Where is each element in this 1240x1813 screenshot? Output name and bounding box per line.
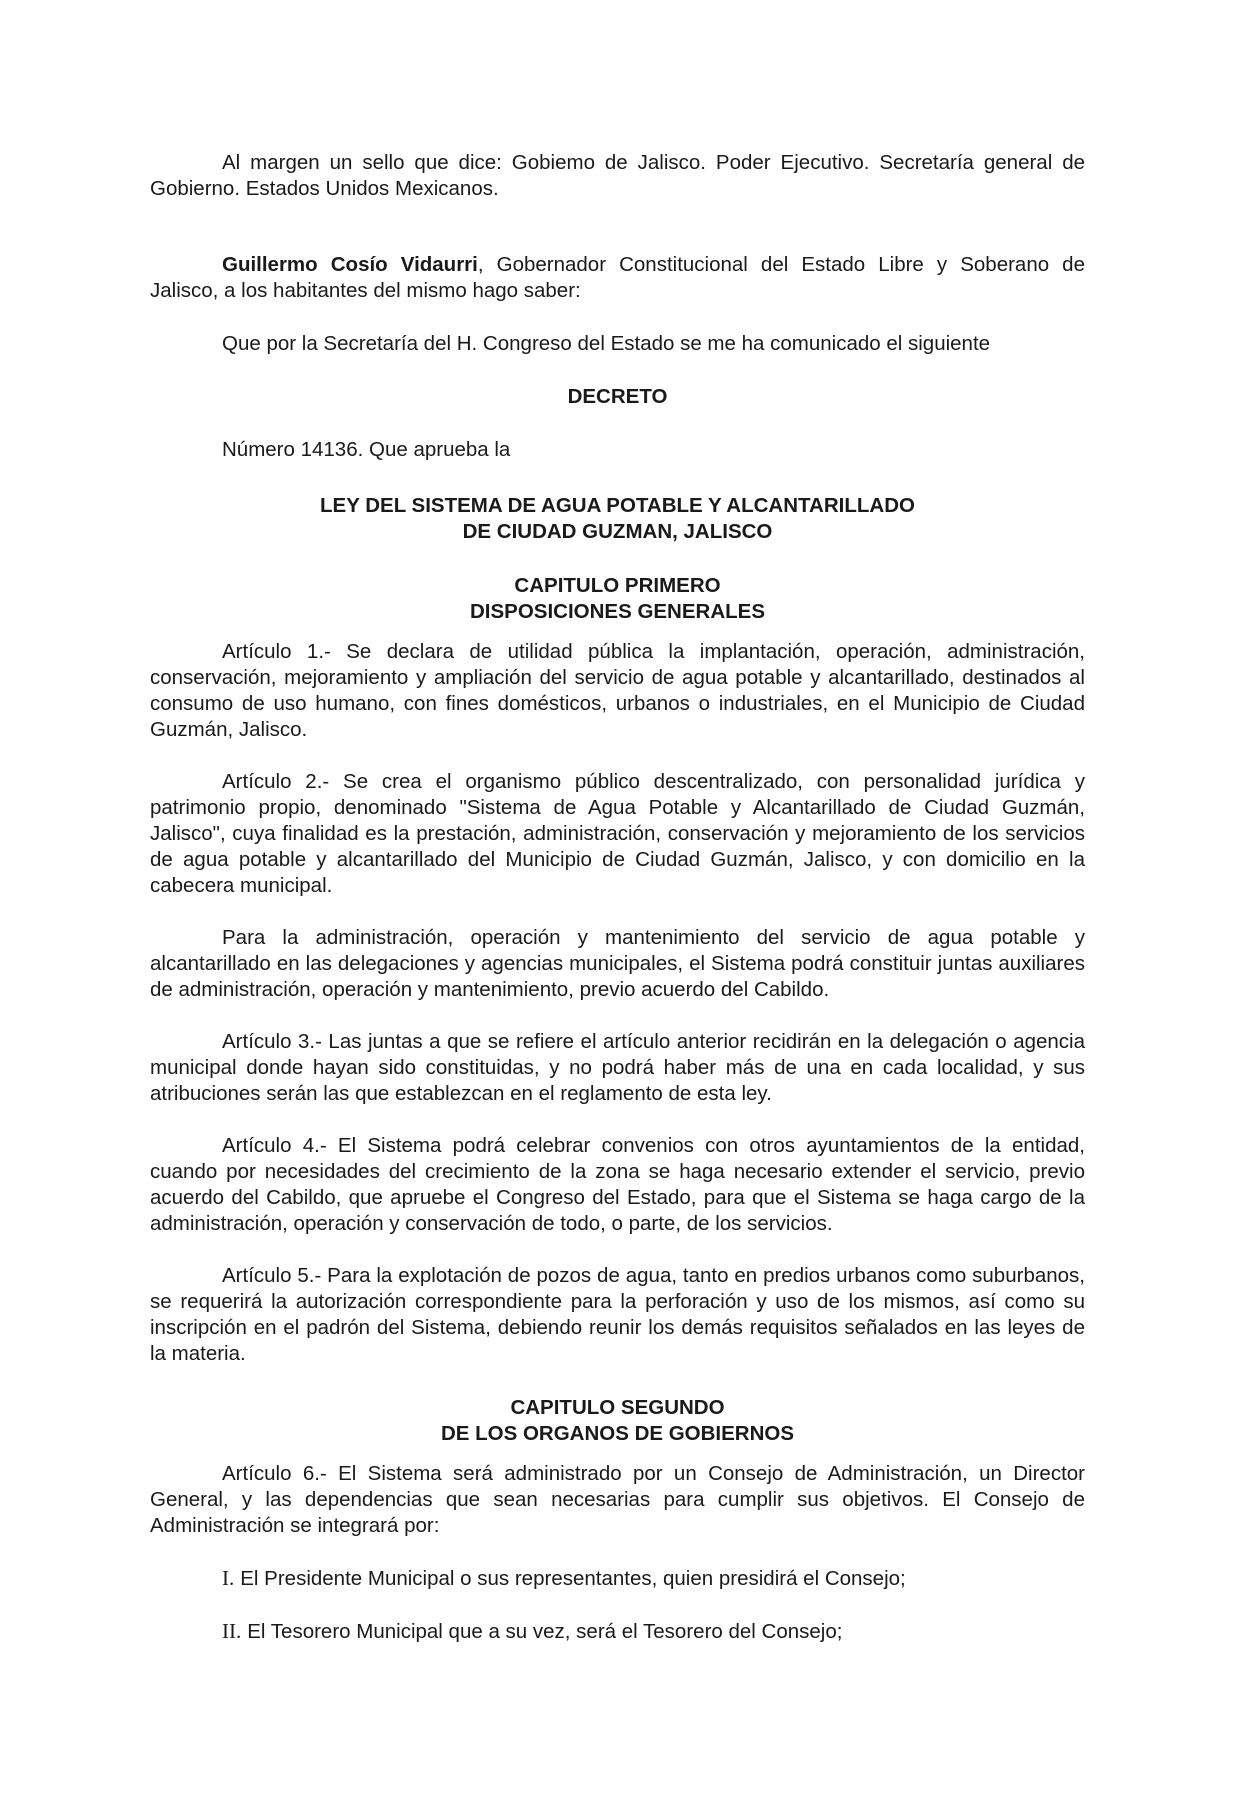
chapter-2-heading xyxy=(150,1395,1085,1447)
document-page xyxy=(150,150,1085,1645)
article-4: Artículo 4.- El Sistema podrá celebrar convenios con otros ayuntamientos de la entidad, cuando por necesidades del crecimiento de la zona se haga necesario extender el servicio, previo acuerdo del Cabildo, que apruebe el Congreso del Estado, para que el Sistema se haga cargo de la administración, operación y conservación de todo, o parte, de los servicios. xyxy=(150,1134,1085,1235)
chapter-2-title: CAPITULO SEGUNDO xyxy=(510,1396,725,1419)
article-5: Artículo 5.- Para la explotación de pozos de agua, tanto en predios urbanos como suburbanos, se requerirá la autorización correspondiente para la perforación y uso de los mismos, así como su inscripción en el padrón del Sistema, debiendo reunir los demás requisitos señalados en las leyes de la materia. xyxy=(150,1264,1085,1365)
article-3: Artículo 3.- Las juntas a que se refiere el artículo anterior recidirán en la delegación o agencia municipal donde hayan sido constituidas, y no podrá haber más de una en cada localidad, y sus atribuciones serán las que establezcan en el reglamento de esta ley. xyxy=(150,1030,1085,1105)
governor-paragraph xyxy=(150,252,1085,304)
list-text: El Presidente Municipal o sus representantes, quien presidirá el Consejo; xyxy=(240,1567,906,1590)
chapter-2-subtitle: DE LOS ORGANOS DE GOBIERNOS xyxy=(440,1422,795,1445)
list-item xyxy=(150,1618,1085,1645)
chapter-1-heading xyxy=(150,573,1085,625)
law-title-line-2: DE CIUDAD GUZMAN, JALISCO xyxy=(462,520,773,543)
governor-text: , Gobernador Constitucional del Estado Libre y Soberano de Jalisco, a los habitantes del mismo hago saber: xyxy=(150,253,1085,302)
chapter-1-title: CAPITULO PRIMERO xyxy=(514,574,721,597)
seal-paragraph: Al margen un sello que dice: Gobiemo de Jalisco. Poder Ejecutivo. Secretaría general de Gobierno. Estados Unidos Mexicanos. xyxy=(150,151,1085,200)
article-2-paragraph-2: Para la administración, operación y mantenimiento del servicio de agua potable y alcantarillado en las delegaciones y agencias municipales, el Sistema podrá constituir juntas auxiliares de administración, operación y mantenimiento, previo acuerdo del Cabildo. xyxy=(150,926,1085,1001)
list-item xyxy=(150,1565,1085,1592)
law-title-line-1: LEY DEL SISTEMA DE AGUA POTABLE Y ALCANTARILLADO xyxy=(320,494,915,517)
law-title xyxy=(150,493,1085,545)
article-2: Artículo 2.- Se crea el organismo público descentralizado, con personalidad jurídica y patrimonio propio, denominado "Sistema de Agua Potable y Alcantarillado de Ciudad Guzmán, Jalisco", cuya finalidad es la prestación, administración, conservación y mejoramiento de los servicios de agua potable y alcantarillado del Municipio de Ciudad Guzmán, Jalisco, y con domicilio en la cabecera municipal. xyxy=(150,770,1085,897)
article-6: Artículo 6.- El Sistema será administrado por un Consejo de Administración, un Director General, y las dependencias que sean necesarias para cumplir sus objetivos. El Consejo de Administración se integrará por: xyxy=(150,1462,1085,1537)
list-numeral: I. xyxy=(222,1566,235,1590)
list-text: El Tesorero Municipal que a su vez, será el Tesorero del Consejo; xyxy=(247,1620,843,1643)
chapter-1-subtitle: DISPOSICIONES GENERALES xyxy=(469,600,766,623)
article-1: Artículo 1.- Se declara de utilidad pública la implantación, operación, administración, conservación, mejoramiento y ampliación del servicio de agua potable y alcantarillado, destinados al consumo de uso humano, con fines domésticos, urbanos o industriales, en el Municipio de Ciudad Guzmán, Jalisco. xyxy=(150,640,1085,741)
governor-name: Guillermo Cosío Vidaurri xyxy=(222,253,478,276)
decree-number: Número 14136. Que aprueba la xyxy=(222,438,511,461)
list-numeral: II. xyxy=(222,1619,242,1643)
decree-heading: DECRETO xyxy=(567,385,668,408)
communication-paragraph: Que por la Secretaría del H. Congreso del Estado se me ha comunicado el siguiente xyxy=(222,332,991,355)
